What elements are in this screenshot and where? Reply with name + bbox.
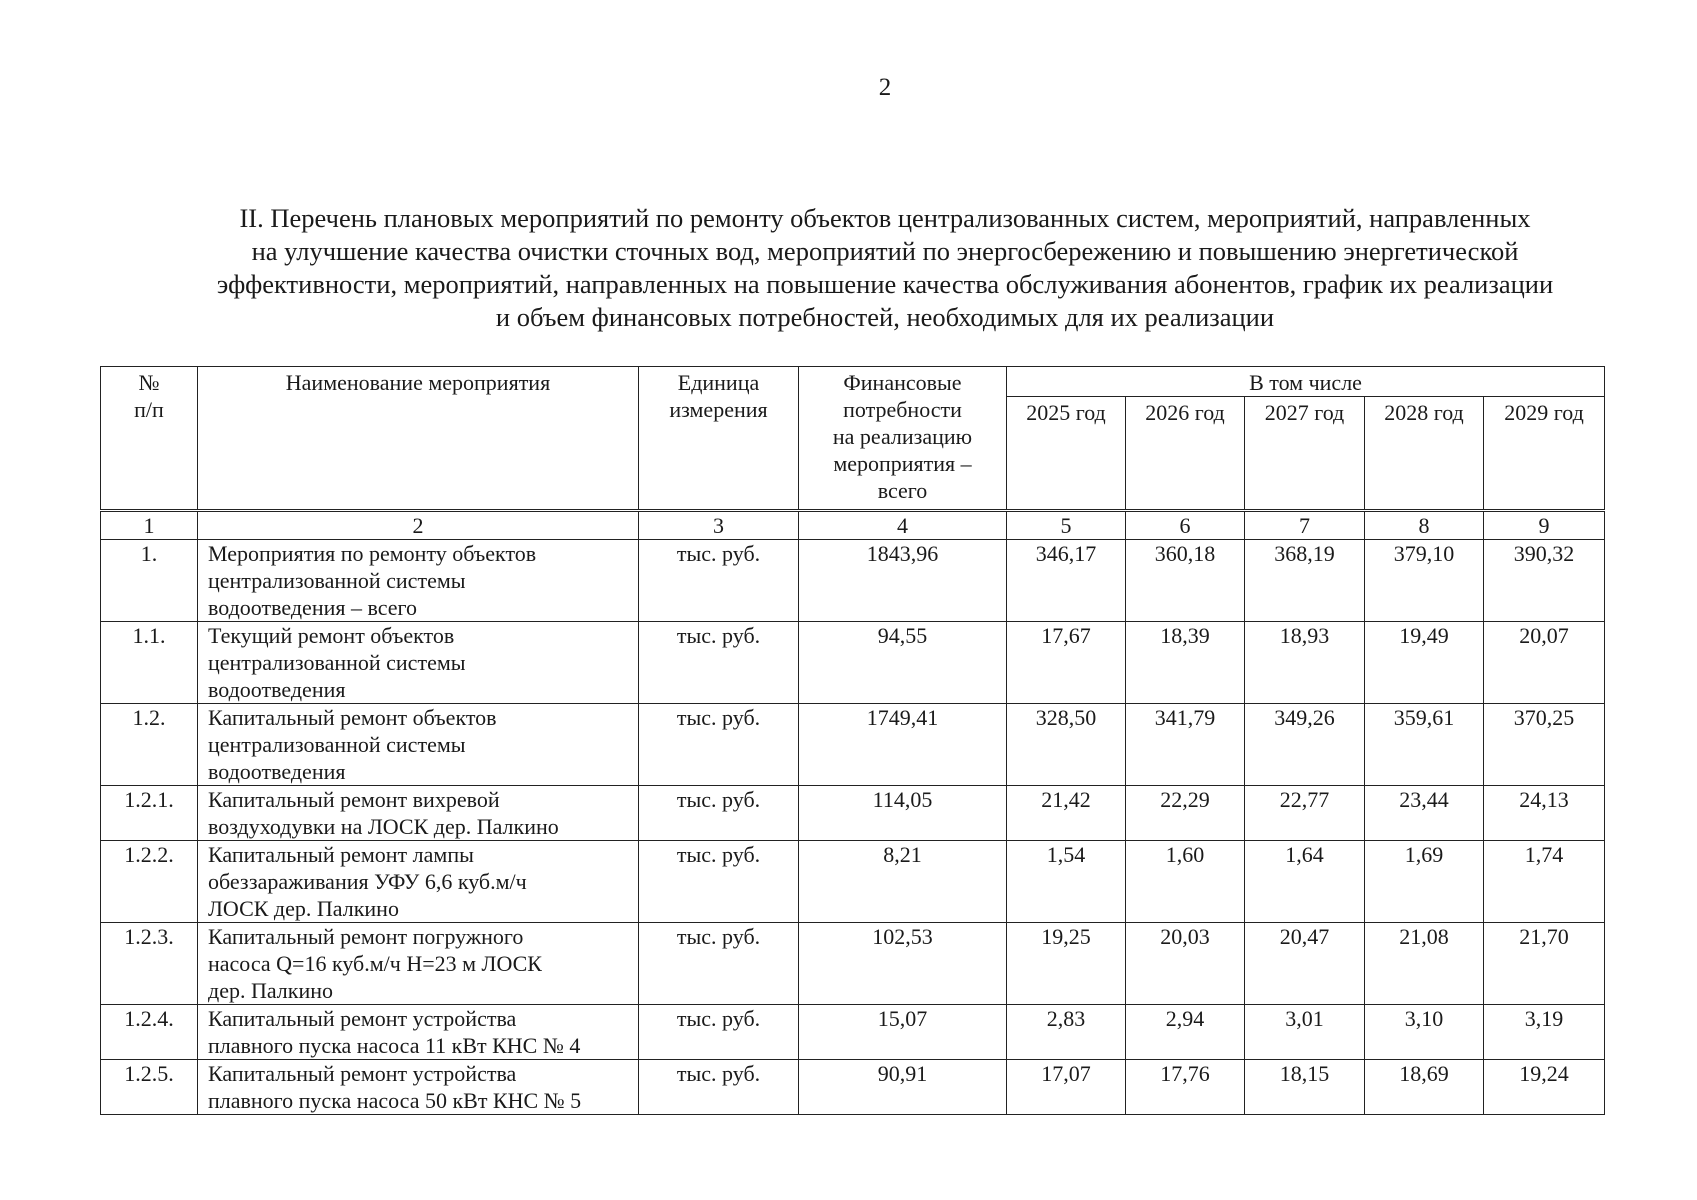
row-num: 1.2.3. — [101, 923, 198, 1005]
row-total: 94,55 — [799, 622, 1007, 704]
row-year-value: 1,54 — [1007, 841, 1126, 923]
row-year-value: 21,08 — [1365, 923, 1484, 1005]
row-unit: тыс. руб. — [639, 1060, 799, 1115]
row-year-value: 390,32 — [1484, 540, 1605, 622]
header-year: 2027 год — [1245, 397, 1365, 511]
row-total: 114,05 — [799, 786, 1007, 841]
column-number: 7 — [1245, 511, 1365, 540]
row-year-value: 379,10 — [1365, 540, 1484, 622]
plan-table — [100, 366, 1605, 1115]
row-unit: тыс. руб. — [639, 540, 799, 622]
row-year-value: 17,76 — [1126, 1060, 1245, 1115]
header-num: № п/п — [101, 367, 198, 511]
table-row — [101, 786, 1605, 841]
header-year: 2026 год — [1126, 397, 1245, 511]
column-number: 9 — [1484, 511, 1605, 540]
row-name: Капитальный ремонт устройства плавного пуска насоса 11 кВт КНС № 4 — [198, 1005, 639, 1060]
row-name: Капитальный ремонт объектов централизованной системы водоотведения — [198, 704, 639, 786]
row-year-value: 18,93 — [1245, 622, 1365, 704]
row-num: 1.2. — [101, 704, 198, 786]
column-number: 3 — [639, 511, 799, 540]
row-year-value: 349,26 — [1245, 704, 1365, 786]
title-line: и объем финансовых потребностей, необходимых для их реализации — [495, 302, 1275, 332]
header-year: 2025 год — [1007, 397, 1126, 511]
title-line: на улучшение качества очистки сточных вод, мероприятий по энергосбережению и повышению энергетической — [251, 236, 1519, 266]
column-number: 4 — [799, 511, 1007, 540]
row-num: 1.2.2. — [101, 841, 198, 923]
row-year-value: 20,07 — [1484, 622, 1605, 704]
row-year-value: 21,42 — [1007, 786, 1126, 841]
header-including: В том числе — [1007, 367, 1605, 397]
row-total: 90,91 — [799, 1060, 1007, 1115]
row-year-value: 22,29 — [1126, 786, 1245, 841]
row-year-value: 18,69 — [1365, 1060, 1484, 1115]
row-name: Капитальный ремонт лампы обеззараживания УФУ 6,6 куб.м/ч ЛОСК дер. Палкино — [198, 841, 639, 923]
column-number-row — [101, 511, 1605, 540]
column-number: 2 — [198, 511, 639, 540]
row-year-value: 20,03 — [1126, 923, 1245, 1005]
table-row — [101, 540, 1605, 622]
row-year-value: 22,77 — [1245, 786, 1365, 841]
header-name: Наименование мероприятия — [198, 367, 639, 511]
row-year-value: 1,64 — [1245, 841, 1365, 923]
row-year-value: 370,25 — [1484, 704, 1605, 786]
row-unit: тыс. руб. — [639, 841, 799, 923]
row-year-value: 346,17 — [1007, 540, 1126, 622]
table-row — [101, 923, 1605, 1005]
column-number: 5 — [1007, 511, 1126, 540]
row-year-value: 18,39 — [1126, 622, 1245, 704]
row-year-value: 360,18 — [1126, 540, 1245, 622]
title-line: II. Перечень плановых мероприятий по ремонту объектов централизованных систем, мероприятий, направленных — [239, 203, 1531, 233]
document-title — [120, 202, 1650, 334]
row-year-value: 1,74 — [1484, 841, 1605, 923]
column-number: 8 — [1365, 511, 1484, 540]
row-year-value: 1,69 — [1365, 841, 1484, 923]
row-year-value: 368,19 — [1245, 540, 1365, 622]
row-year-value: 328,50 — [1007, 704, 1126, 786]
row-year-value: 19,24 — [1484, 1060, 1605, 1115]
table-row — [101, 704, 1605, 786]
header-unit: Единица измерения — [639, 367, 799, 511]
row-num: 1.2.5. — [101, 1060, 198, 1115]
row-unit: тыс. руб. — [639, 1005, 799, 1060]
row-num: 1.2.4. — [101, 1005, 198, 1060]
row-year-value: 20,47 — [1245, 923, 1365, 1005]
row-name: Капитальный ремонт погружного насоса Q=16 куб.м/ч H=23 м ЛОСК дер. Палкино — [198, 923, 639, 1005]
row-name: Текущий ремонт объектов централизованной системы водоотведения — [198, 622, 639, 704]
row-year-value: 341,79 — [1126, 704, 1245, 786]
row-year-value: 21,70 — [1484, 923, 1605, 1005]
row-num: 1.1. — [101, 622, 198, 704]
row-year-value: 2,94 — [1126, 1005, 1245, 1060]
row-year-value: 3,10 — [1365, 1005, 1484, 1060]
table-row — [101, 622, 1605, 704]
table-row — [101, 1005, 1605, 1060]
row-year-value: 24,13 — [1484, 786, 1605, 841]
row-total: 1843,96 — [799, 540, 1007, 622]
header-year: 2029 год — [1484, 397, 1605, 511]
column-number: 1 — [101, 511, 198, 540]
row-num: 1.2.1. — [101, 786, 198, 841]
row-year-value: 23,44 — [1365, 786, 1484, 841]
title-line: эффективности, мероприятий, направленных на повышение качества обслуживания абонентов, график их реализации — [216, 269, 1554, 299]
row-year-value: 3,19 — [1484, 1005, 1605, 1060]
row-year-value: 18,15 — [1245, 1060, 1365, 1115]
row-year-value: 17,07 — [1007, 1060, 1126, 1115]
row-unit: тыс. руб. — [639, 622, 799, 704]
row-unit: тыс. руб. — [639, 704, 799, 786]
header-year: 2028 год — [1365, 397, 1484, 511]
page-number: 2 — [878, 74, 892, 101]
row-year-value: 17,67 — [1007, 622, 1126, 704]
table-row — [101, 841, 1605, 923]
row-unit: тыс. руб. — [639, 786, 799, 841]
table-row — [101, 1060, 1605, 1115]
header-total: Финансовые потребности на реализацию мероприятия – всего — [799, 367, 1007, 511]
row-name: Капитальный ремонт устройства плавного пуска насоса 50 кВт КНС № 5 — [198, 1060, 639, 1115]
row-total: 8,21 — [799, 841, 1007, 923]
row-total: 15,07 — [799, 1005, 1007, 1060]
column-number: 6 — [1126, 511, 1245, 540]
row-year-value: 3,01 — [1245, 1005, 1365, 1060]
row-total: 1749,41 — [799, 704, 1007, 786]
row-num: 1. — [101, 540, 198, 622]
row-name: Капитальный ремонт вихревой воздуходувки на ЛОСК дер. Палкино — [198, 786, 639, 841]
row-unit: тыс. руб. — [639, 923, 799, 1005]
row-year-value: 19,25 — [1007, 923, 1126, 1005]
row-year-value: 2,83 — [1007, 1005, 1126, 1060]
row-year-value: 19,49 — [1365, 622, 1484, 704]
row-total: 102,53 — [799, 923, 1007, 1005]
row-year-value: 359,61 — [1365, 704, 1484, 786]
row-year-value: 1,60 — [1126, 841, 1245, 923]
row-name: Мероприятия по ремонту объектов централизованной системы водоотведения – всего — [198, 540, 639, 622]
